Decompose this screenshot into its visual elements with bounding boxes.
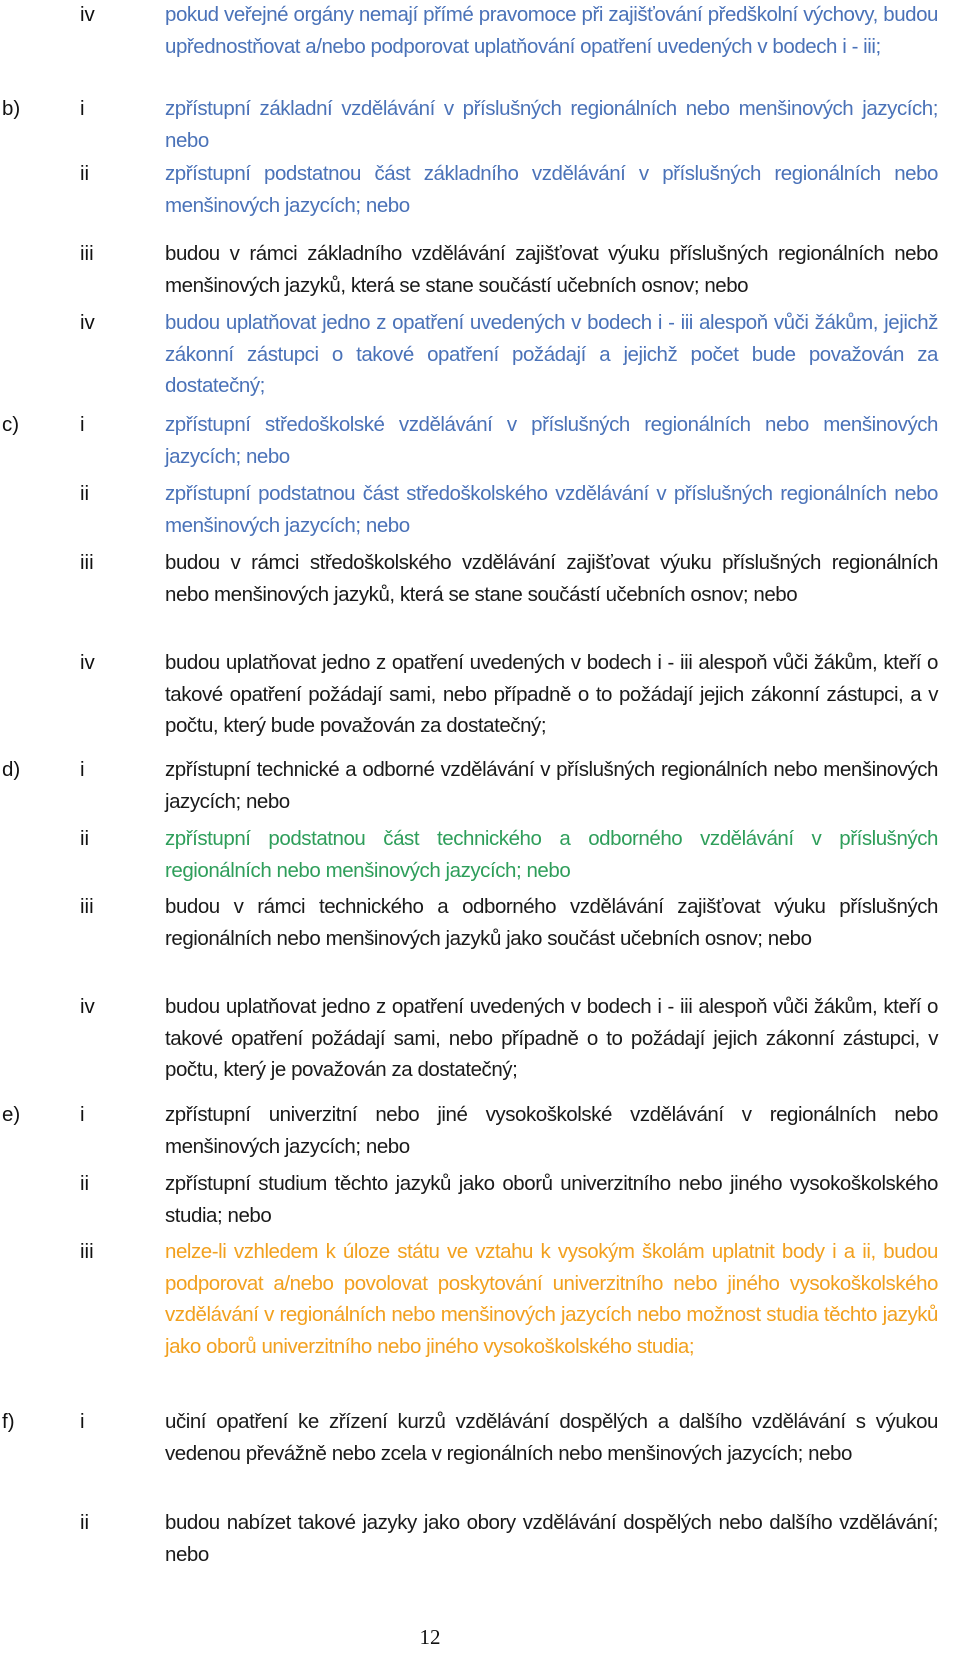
item-text: učiní opatření ke zřízení kurzů vzdělávání dospělých a dalšího vzdělávání s výukou vedenou převážně nebo zcela v regionálních nebo menšinových jazycích; nebo bbox=[165, 1410, 938, 1465]
item-roman-numeral: iii bbox=[80, 551, 94, 574]
item-roman-numeral: i bbox=[80, 1410, 85, 1433]
item-roman-numeral: i bbox=[80, 1103, 85, 1126]
item-roman-numeral: i bbox=[80, 97, 85, 120]
item-text: nelze-li vzhledem k úloze státu ve vztahu k vysokým školám uplatnit body i a ii, budou podporovat a/nebo povolovat poskytování univerzitního nebo jiného vysokoškolského vzdělávání v regionálních nebo menšinových jazycích nebo možnost studia těchto jazyků jako oborů univerzitního nebo jiného vysokoškolského studia; bbox=[165, 1240, 938, 1358]
item-text: budou nabízet takové jazyky jako obory vzdělávání dospělých nebo dalšího vzdělávání; nebo bbox=[165, 1511, 938, 1566]
item-roman-numeral: iv bbox=[80, 651, 95, 674]
item-text: budou v rámci základního vzdělávání zajišťovat výuku příslušných regionálních nebo menšinových jazyků, která se stane součástí učebních osnov; nebo bbox=[165, 242, 938, 297]
item-roman-numeral: iv bbox=[80, 995, 95, 1018]
item-roman-numeral: iii bbox=[80, 895, 94, 918]
item-roman-numeral: i bbox=[80, 758, 85, 781]
item-roman-numeral: ii bbox=[80, 1511, 90, 1534]
item-text: budou uplatňovat jedno z opatření uvedených v bodech i - iii alespoň vůči žákům, kteří o takové opatření požádají sami, nebo případně o to požádají jejich zákonní zástupci, a v počtu, který bude považován za dostatečný; bbox=[165, 651, 938, 737]
item-roman-numeral: ii bbox=[80, 162, 90, 185]
item-letter: e) bbox=[2, 1103, 21, 1126]
item-roman-numeral: ii bbox=[80, 1172, 90, 1195]
item-letter: d) bbox=[2, 758, 21, 781]
item-text: pokud veřejné orgány nemají přímé pravomoce při zajišťování předškolní výchovy, budou upřednostňovat a/nebo podporovat uplatňování opatření uvedených v bodech i - iii; bbox=[165, 3, 938, 58]
item-roman-numeral: iii bbox=[80, 242, 94, 265]
item-roman-numeral: iii bbox=[80, 1240, 94, 1263]
item-roman-numeral: iv bbox=[80, 3, 95, 26]
item-text: zpřístupní podstatnou část technického a odborného vzdělávání v příslušných regionálních nebo menšinových jazycích; nebo bbox=[165, 827, 938, 882]
item-text: zpřístupní podstatnou část základního vzdělávání v příslušných regionálních nebo menšinových jazycích; nebo bbox=[165, 162, 938, 217]
item-roman-numeral: iv bbox=[80, 311, 95, 334]
item-text: zpřístupní základní vzdělávání v příslušných regionálních nebo menšinových jazycích; nebo bbox=[165, 97, 938, 152]
item-text: zpřístupní středoškolské vzdělávání v příslušných regionálních nebo menšinových jazycích; nebo bbox=[165, 413, 938, 468]
item-letter: f) bbox=[2, 1410, 15, 1433]
item-letter: b) bbox=[2, 97, 21, 120]
item-text: zpřístupní studium těchto jazyků jako oborů univerzitního nebo jiného vysokoškolského studia; nebo bbox=[165, 1172, 938, 1227]
item-text: zpřístupní podstatnou část středoškolského vzdělávání v příslušných regionálních nebo menšinových jazycích; nebo bbox=[165, 482, 938, 537]
item-letter: c) bbox=[2, 413, 20, 436]
item-roman-numeral: ii bbox=[80, 482, 90, 505]
item-text: budou v rámci středoškolského vzdělávání zajišťovat výuku příslušných regionálních nebo menšinových jazyků, která se stane součástí učebních osnov; nebo bbox=[165, 551, 938, 606]
page-number: 12 bbox=[419, 1625, 441, 1649]
item-text: zpřístupní technické a odborné vzdělávání v příslušných regionálních nebo menšinových jazycích; nebo bbox=[165, 758, 938, 813]
item-roman-numeral: ii bbox=[80, 827, 90, 850]
item-text: budou uplatňovat jedno z opatření uvedených v bodech i - iii alespoň vůči žákům, jejichž zákonní zástupci o takové opatření požádají a jejichž počet bude považován za dostatečný; bbox=[165, 311, 938, 397]
item-text: budou v rámci technického a odborného vzdělávání zajišťovat výuku příslušných regionálních nebo menšinových jazyků jako součást učebních osnov; nebo bbox=[165, 895, 938, 950]
item-text: zpřístupní univerzitní nebo jiné vysokoškolské vzdělávání v regionálních nebo menšinových jazycích; nebo bbox=[165, 1103, 938, 1158]
item-roman-numeral: i bbox=[80, 413, 85, 436]
item-text: budou uplatňovat jedno z opatření uvedených v bodech i - iii alespoň vůči žákům, kteří o takové opatření požádají sami, nebo případně o to požádají jejich zákonní zástupci, v počtu, který je považován za dostatečný; bbox=[165, 995, 938, 1081]
